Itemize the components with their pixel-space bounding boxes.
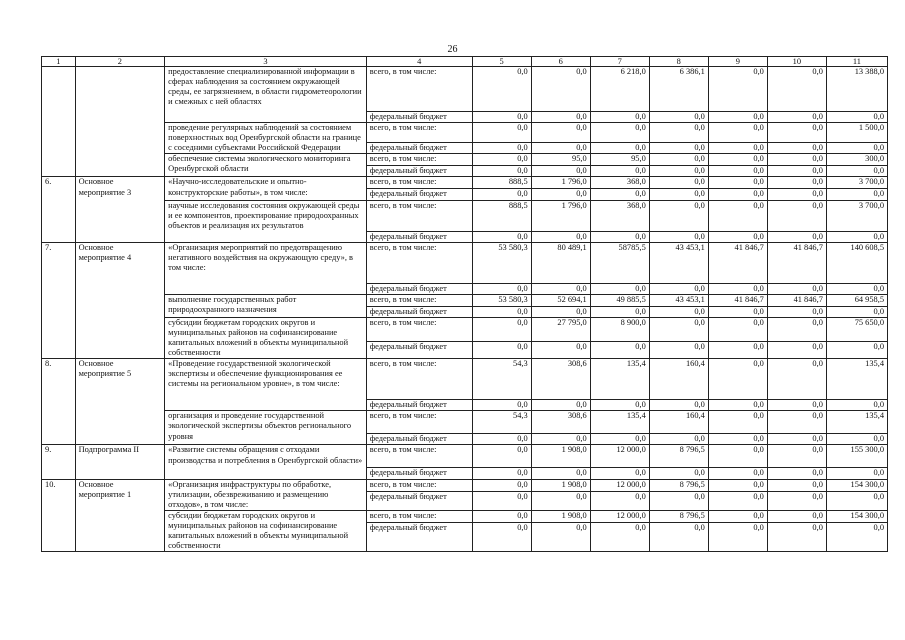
funding-source: всего, в том числе:	[366, 510, 472, 522]
value-cell: 0,0	[649, 112, 708, 123]
value-cell: 58785,5	[590, 242, 649, 283]
value-cell: 0,0	[590, 434, 649, 445]
value-cell: 0,0	[531, 306, 590, 317]
measure-description: субсидии бюджетам городских округов и муниципальных районов на софинансирование капитальных вложений в объекты муниципальной собственности	[165, 317, 367, 358]
value-cell: 0,0	[708, 468, 767, 479]
table-row	[42, 67, 888, 112]
funding-source: всего, в том числе:	[366, 123, 472, 143]
value-cell: 0,0	[531, 522, 590, 551]
value-cell: 0,0	[708, 522, 767, 551]
funding-source: федеральный бюджет	[366, 522, 472, 551]
value-cell: 0,0	[649, 200, 708, 231]
value-cell: 52 694,1	[531, 294, 590, 306]
value-cell: 0,0	[826, 283, 887, 294]
value-cell: 0,0	[767, 166, 826, 177]
value-cell: 300,0	[826, 154, 887, 166]
value-cell: 0,0	[472, 468, 531, 479]
value-cell: 135,4	[590, 359, 649, 400]
value-cell: 41 846,7	[708, 242, 767, 283]
funding-source: всего, в том числе:	[366, 67, 472, 112]
value-cell: 0,0	[767, 200, 826, 231]
value-cell: 0,0	[531, 189, 590, 200]
value-cell: 0,0	[708, 123, 767, 143]
table-row	[42, 510, 888, 522]
value-cell: 27 795,0	[531, 317, 590, 341]
value-cell: 0,0	[649, 341, 708, 358]
value-cell: 0,0	[649, 317, 708, 341]
value-cell: 0,0	[826, 434, 887, 445]
value-cell: 0,0	[826, 189, 887, 200]
table-row	[42, 445, 888, 468]
value-cell: 41 846,7	[767, 242, 826, 283]
value-cell: 12 000,0	[590, 445, 649, 468]
header-row	[42, 57, 888, 67]
table-row	[42, 411, 888, 434]
value-cell: 888,5	[472, 200, 531, 231]
value-cell: 0,0	[590, 306, 649, 317]
table-row	[42, 479, 888, 491]
value-cell: 0,0	[590, 231, 649, 242]
funding-source: федеральный бюджет	[366, 283, 472, 294]
value-cell: 0,0	[649, 166, 708, 177]
value-cell: 0,0	[708, 177, 767, 189]
value-cell: 41 846,7	[708, 294, 767, 306]
value-cell: 160,4	[649, 359, 708, 400]
funding-source: всего, в том числе:	[366, 177, 472, 189]
value-cell: 0,0	[649, 468, 708, 479]
value-cell: 0,0	[826, 112, 887, 123]
measure-description: «Проведение государственной экологической экспертизы и обеспечение функционирования ее системы на региональном уровне», в том числе:	[165, 359, 367, 411]
value-cell: 0,0	[767, 67, 826, 112]
value-cell: 368,0	[590, 200, 649, 231]
value-cell: 0,0	[649, 283, 708, 294]
value-cell: 95,0	[590, 154, 649, 166]
value-cell: 0,0	[708, 189, 767, 200]
value-cell: 0,0	[472, 491, 531, 510]
measure-name	[75, 67, 165, 177]
measure-description: организация и проведение государственной экологической экспертизы объектов регионального уровня	[165, 411, 367, 445]
value-cell: 0,0	[708, 445, 767, 468]
value-cell: 0,0	[708, 166, 767, 177]
funding-source: федеральный бюджет	[366, 468, 472, 479]
value-cell: 0,0	[708, 154, 767, 166]
value-cell: 0,0	[708, 143, 767, 154]
funding-source: всего, в том числе:	[366, 200, 472, 231]
value-cell: 0,0	[767, 231, 826, 242]
value-cell: 0,0	[531, 468, 590, 479]
value-cell: 0,0	[767, 491, 826, 510]
value-cell: 0,0	[767, 400, 826, 411]
value-cell: 0,0	[649, 189, 708, 200]
value-cell: 80 489,1	[531, 242, 590, 283]
table-row	[42, 177, 888, 189]
funding-source: федеральный бюджет	[366, 189, 472, 200]
value-cell: 0,0	[472, 510, 531, 522]
value-cell: 0,0	[767, 468, 826, 479]
col-header: 3	[165, 57, 367, 67]
measure-name: Основное мероприятие 4	[75, 242, 165, 359]
value-cell: 888,5	[472, 177, 531, 189]
value-cell: 75 650,0	[826, 317, 887, 341]
value-cell: 0,0	[767, 123, 826, 143]
value-cell: 0,0	[590, 143, 649, 154]
value-cell: 1 908,0	[531, 510, 590, 522]
value-cell: 1 500,0	[826, 123, 887, 143]
value-cell: 0,0	[649, 434, 708, 445]
row-number: 9.	[42, 445, 76, 479]
value-cell: 0,0	[531, 143, 590, 154]
funding-source: всего, в том числе:	[366, 479, 472, 491]
value-cell: 0,0	[472, 143, 531, 154]
value-cell: 0,0	[708, 67, 767, 112]
value-cell: 0,0	[708, 317, 767, 341]
measure-description: «Организация инфраструктуры по обработке, утилизации, обезвреживанию и размещению отходов», в том числе:	[165, 479, 367, 510]
value-cell: 0,0	[472, 522, 531, 551]
measure-description: выполнение государственных работ природоохранного назначения	[165, 294, 367, 317]
col-header: 8	[649, 57, 708, 67]
measure-name: Подпрограмма II	[75, 445, 165, 479]
value-cell: 0,0	[767, 317, 826, 341]
value-cell: 13 388,0	[826, 67, 887, 112]
funding-source: федеральный бюджет	[366, 434, 472, 445]
funding-source: всего, в том числе:	[366, 294, 472, 306]
col-header: 4	[366, 57, 472, 67]
value-cell: 0,0	[826, 468, 887, 479]
value-cell: 0,0	[826, 143, 887, 154]
funding-source: всего, в том числе:	[366, 411, 472, 434]
value-cell: 3 700,0	[826, 177, 887, 189]
value-cell: 1 796,0	[531, 200, 590, 231]
value-cell: 0,0	[590, 400, 649, 411]
value-cell: 308,6	[531, 411, 590, 434]
value-cell: 0,0	[649, 143, 708, 154]
value-cell: 0,0	[590, 491, 649, 510]
value-cell: 0,0	[590, 341, 649, 358]
value-cell: 0,0	[472, 400, 531, 411]
value-cell: 0,0	[767, 510, 826, 522]
value-cell: 140 608,5	[826, 242, 887, 283]
value-cell: 135,4	[826, 359, 887, 400]
value-cell: 0,0	[767, 341, 826, 358]
value-cell: 0,0	[472, 67, 531, 112]
value-cell: 0,0	[767, 434, 826, 445]
row-number: 6.	[42, 177, 76, 242]
measure-name: Основное мероприятие 1	[75, 479, 165, 552]
table-body	[42, 57, 888, 552]
value-cell: 0,0	[649, 491, 708, 510]
value-cell: 49 885,5	[590, 294, 649, 306]
value-cell: 0,0	[472, 445, 531, 468]
value-cell: 0,0	[590, 468, 649, 479]
value-cell: 0,0	[649, 123, 708, 143]
value-cell: 0,0	[531, 67, 590, 112]
funding-source: всего, в том числе:	[366, 317, 472, 341]
value-cell: 154 300,0	[826, 479, 887, 491]
budget-table	[41, 56, 888, 552]
value-cell: 0,0	[531, 400, 590, 411]
value-cell: 0,0	[708, 400, 767, 411]
value-cell: 0,0	[649, 400, 708, 411]
value-cell: 0,0	[531, 341, 590, 358]
funding-source: федеральный бюджет	[366, 491, 472, 510]
value-cell: 0,0	[472, 317, 531, 341]
measure-description: научные исследования состояния окружающей среды и ее компонентов, проектирование природоохранных объектов и реализация их результатов	[165, 200, 367, 242]
col-header: 1	[42, 57, 76, 67]
table-row	[42, 123, 888, 143]
value-cell: 0,0	[472, 189, 531, 200]
value-cell: 0,0	[708, 200, 767, 231]
value-cell: 54,3	[472, 411, 531, 434]
col-header: 2	[75, 57, 165, 67]
value-cell: 0,0	[472, 231, 531, 242]
value-cell: 8 900,0	[590, 317, 649, 341]
funding-source: всего, в том числе:	[366, 154, 472, 166]
measure-description: обеспечение системы экологического мониторинга Оренбургской области	[165, 154, 367, 177]
value-cell: 0,0	[826, 491, 887, 510]
measure-description: предоставление специализированной информации в сферах наблюдения за состоянием окружающей среды, ее загрязнением, в области гидрометеорологии и смежных с ней областях	[165, 67, 367, 123]
value-cell: 368,0	[590, 177, 649, 189]
value-cell: 0,0	[767, 359, 826, 400]
funding-source: федеральный бюджет	[366, 143, 472, 154]
measure-description: субсидии бюджетам городских округов и муниципальных районов на софинансирование капитальных вложений в объекты муниципальной собственности	[165, 510, 367, 551]
row-number	[42, 67, 76, 177]
value-cell: 0,0	[531, 112, 590, 123]
value-cell: 0,0	[708, 359, 767, 400]
value-cell: 0,0	[531, 166, 590, 177]
col-header: 10	[767, 57, 826, 67]
value-cell: 155 300,0	[826, 445, 887, 468]
table-row	[42, 154, 888, 166]
value-cell: 0,0	[472, 112, 531, 123]
value-cell: 0,0	[649, 231, 708, 242]
value-cell: 12 000,0	[590, 479, 649, 491]
value-cell: 43 453,1	[649, 294, 708, 306]
value-cell: 6 218,0	[590, 67, 649, 112]
value-cell: 0,0	[708, 306, 767, 317]
value-cell: 0,0	[472, 123, 531, 143]
table-row	[42, 359, 888, 400]
value-cell: 0,0	[649, 154, 708, 166]
value-cell: 0,0	[708, 341, 767, 358]
value-cell: 0,0	[767, 306, 826, 317]
value-cell: 0,0	[472, 306, 531, 317]
value-cell: 0,0	[649, 522, 708, 551]
value-cell: 1 908,0	[531, 479, 590, 491]
funding-source: всего, в том числе:	[366, 359, 472, 400]
value-cell: 0,0	[590, 522, 649, 551]
row-number: 7.	[42, 242, 76, 359]
funding-source: федеральный бюджет	[366, 306, 472, 317]
value-cell: 41 846,7	[767, 294, 826, 306]
value-cell: 160,4	[649, 411, 708, 434]
value-cell: 64 958,5	[826, 294, 887, 306]
value-cell: 308,6	[531, 359, 590, 400]
value-cell: 12 000,0	[590, 510, 649, 522]
value-cell: 0,0	[590, 112, 649, 123]
value-cell: 0,0	[826, 341, 887, 358]
table-row	[42, 317, 888, 341]
measure-name: Основное мероприятие 3	[75, 177, 165, 242]
table-row	[42, 242, 888, 283]
value-cell: 0,0	[767, 154, 826, 166]
col-header: 7	[590, 57, 649, 67]
value-cell: 8 796,5	[649, 510, 708, 522]
value-cell: 0,0	[826, 306, 887, 317]
value-cell: 6 386,1	[649, 67, 708, 112]
table-row	[42, 294, 888, 306]
col-header: 9	[708, 57, 767, 67]
table-row	[42, 200, 888, 231]
col-header: 11	[826, 57, 887, 67]
value-cell: 0,0	[767, 189, 826, 200]
value-cell: 0,0	[531, 123, 590, 143]
value-cell: 0,0	[531, 283, 590, 294]
value-cell: 53 580,3	[472, 294, 531, 306]
value-cell: 95,0	[531, 154, 590, 166]
measure-name: Основное мероприятие 5	[75, 359, 165, 445]
measure-description: «Научно-исследовательские и опытно-конструкторские работы», в том числе:	[165, 177, 367, 200]
value-cell: 0,0	[472, 434, 531, 445]
value-cell: 0,0	[708, 510, 767, 522]
value-cell: 0,0	[708, 112, 767, 123]
value-cell: 0,0	[708, 411, 767, 434]
value-cell: 0,0	[708, 283, 767, 294]
value-cell: 0,0	[767, 522, 826, 551]
value-cell: 43 453,1	[649, 242, 708, 283]
value-cell: 0,0	[531, 231, 590, 242]
measure-description: «Развитие системы обращения с отходами производства и потребления в Оренбургской области»	[165, 445, 367, 479]
col-header: 5	[472, 57, 531, 67]
value-cell: 0,0	[767, 411, 826, 434]
value-cell: 0,0	[767, 112, 826, 123]
value-cell: 154 300,0	[826, 510, 887, 522]
value-cell: 0,0	[708, 491, 767, 510]
value-cell: 53 580,3	[472, 242, 531, 283]
funding-source: федеральный бюджет	[366, 166, 472, 177]
value-cell: 3 700,0	[826, 200, 887, 231]
value-cell: 0,0	[826, 166, 887, 177]
value-cell: 0,0	[767, 479, 826, 491]
value-cell: 0,0	[767, 177, 826, 189]
value-cell: 0,0	[472, 479, 531, 491]
value-cell: 0,0	[472, 341, 531, 358]
row-number: 8.	[42, 359, 76, 445]
value-cell: 0,0	[649, 306, 708, 317]
value-cell: 0,0	[708, 479, 767, 491]
value-cell: 0,0	[472, 154, 531, 166]
funding-source: федеральный бюджет	[366, 112, 472, 123]
value-cell: 1 796,0	[531, 177, 590, 189]
measure-description: «Организация мероприятий по предотвращению негативного воздействия на окружающую среду», в том числе:	[165, 242, 367, 294]
funding-source: всего, в том числе:	[366, 242, 472, 283]
value-cell: 0,0	[472, 166, 531, 177]
row-number: 10.	[42, 479, 76, 552]
value-cell: 0,0	[767, 445, 826, 468]
value-cell: 0,0	[590, 123, 649, 143]
value-cell: 1 908,0	[531, 445, 590, 468]
value-cell: 135,4	[826, 411, 887, 434]
value-cell: 135,4	[590, 411, 649, 434]
value-cell: 0,0	[708, 434, 767, 445]
value-cell: 0,0	[708, 231, 767, 242]
value-cell: 0,0	[767, 143, 826, 154]
value-cell: 8 796,5	[649, 479, 708, 491]
value-cell: 0,0	[590, 189, 649, 200]
value-cell: 0,0	[590, 283, 649, 294]
value-cell: 0,0	[531, 491, 590, 510]
funding-source: федеральный бюджет	[366, 400, 472, 411]
page-number: 26	[447, 44, 458, 55]
value-cell: 8 796,5	[649, 445, 708, 468]
col-header: 6	[531, 57, 590, 67]
funding-source: федеральный бюджет	[366, 341, 472, 358]
value-cell: 0,0	[649, 177, 708, 189]
value-cell: 0,0	[472, 283, 531, 294]
funding-source: федеральный бюджет	[366, 231, 472, 242]
value-cell: 0,0	[826, 400, 887, 411]
value-cell: 54,3	[472, 359, 531, 400]
value-cell: 0,0	[531, 434, 590, 445]
funding-source: всего, в том числе:	[366, 445, 472, 468]
value-cell: 0,0	[590, 166, 649, 177]
measure-description: проведение регулярных наблюдений за состоянием поверхностных вод Оренбургской области на границе с соседними субъектами Российской Федерации	[165, 123, 367, 154]
value-cell: 0,0	[826, 522, 887, 551]
value-cell: 0,0	[826, 231, 887, 242]
value-cell: 0,0	[767, 283, 826, 294]
